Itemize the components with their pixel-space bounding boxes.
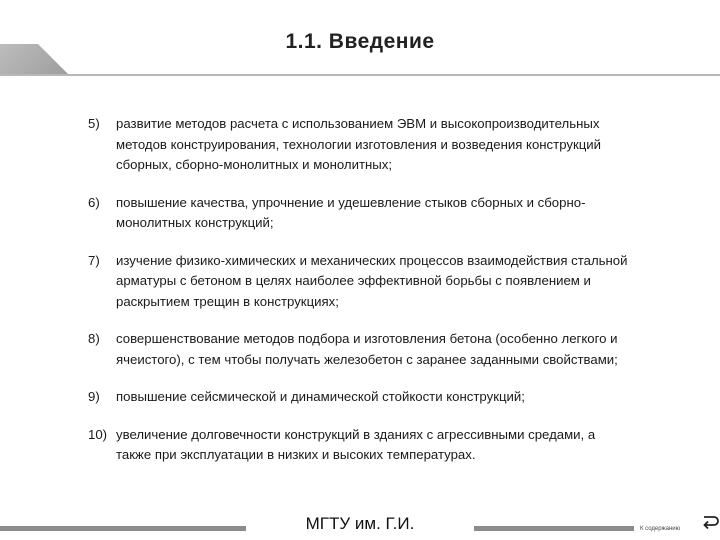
item-text	[116, 329, 708, 370]
content-list	[88, 114, 708, 466]
item-text-line: сборных, сборно-монолитных и монолитных;	[116, 157, 393, 172]
item-text-line: развитие методов расчета с использованием ЭВМ и высокопроизводительных	[116, 116, 600, 131]
list-item	[88, 329, 708, 370]
item-text-line: увеличение долговечности конструкций в зданиях с агрессивными средами, а	[116, 426, 596, 442]
item-text-line: монолитных конструкций;	[116, 215, 274, 230]
slide-title: 1.1. Введение	[285, 30, 435, 53]
return-arrow-icon[interactable]	[700, 512, 720, 532]
item-text-line: также при эксплуатации в низких и высоких температурах.	[116, 447, 476, 462]
list-item	[88, 251, 708, 313]
item-text-line: повышение качества, упрочнение и удешевление стыков сборных и сборно-	[116, 194, 586, 210]
return-to-contents-link[interactable]	[640, 510, 720, 538]
item-text-line: раскрытием трещин в конструкциях;	[116, 293, 339, 309]
item-text-line: изучение физико-химических и механических процессов взаимодействия стальной	[116, 252, 628, 268]
return-label: К содержанию	[640, 526, 681, 532]
slide-header	[0, 0, 720, 90]
item-text-line: ячеистого), с тем чтобы получать железобетон с заранее заданными свойствами;	[116, 351, 618, 367]
item-text-line: совершенствование методов подбора и изготовления бетона (особенно легкого и	[116, 331, 618, 346]
list-item	[88, 387, 708, 408]
list-item	[88, 193, 708, 234]
item-number: 8)	[88, 331, 100, 346]
item-number: 9)	[88, 389, 100, 404]
item-text	[116, 193, 708, 234]
item-text-line: повышение сейсмической и динамической стойкости конструкций;	[116, 389, 525, 404]
header-divider	[0, 74, 720, 76]
footer-institution	[0, 514, 720, 534]
list-item	[88, 425, 708, 466]
item-text	[116, 387, 708, 408]
item-text	[116, 425, 708, 466]
item-text-line: арматуры с бетоном в целях наиболее эффективной борьбы с появлением и	[116, 273, 591, 288]
item-text	[116, 251, 708, 313]
item-text	[116, 114, 708, 176]
list-item	[88, 114, 708, 176]
item-text-line: методов конструирования, технологии изготовления и возведения конструкций	[116, 136, 602, 152]
item-number: 5)	[88, 116, 100, 131]
footer-institution-text: МГТУ им. Г.И.	[302, 514, 419, 533]
item-number: 7)	[88, 252, 100, 268]
item-number: 6)	[88, 194, 100, 210]
item-number: 10)	[88, 426, 108, 442]
